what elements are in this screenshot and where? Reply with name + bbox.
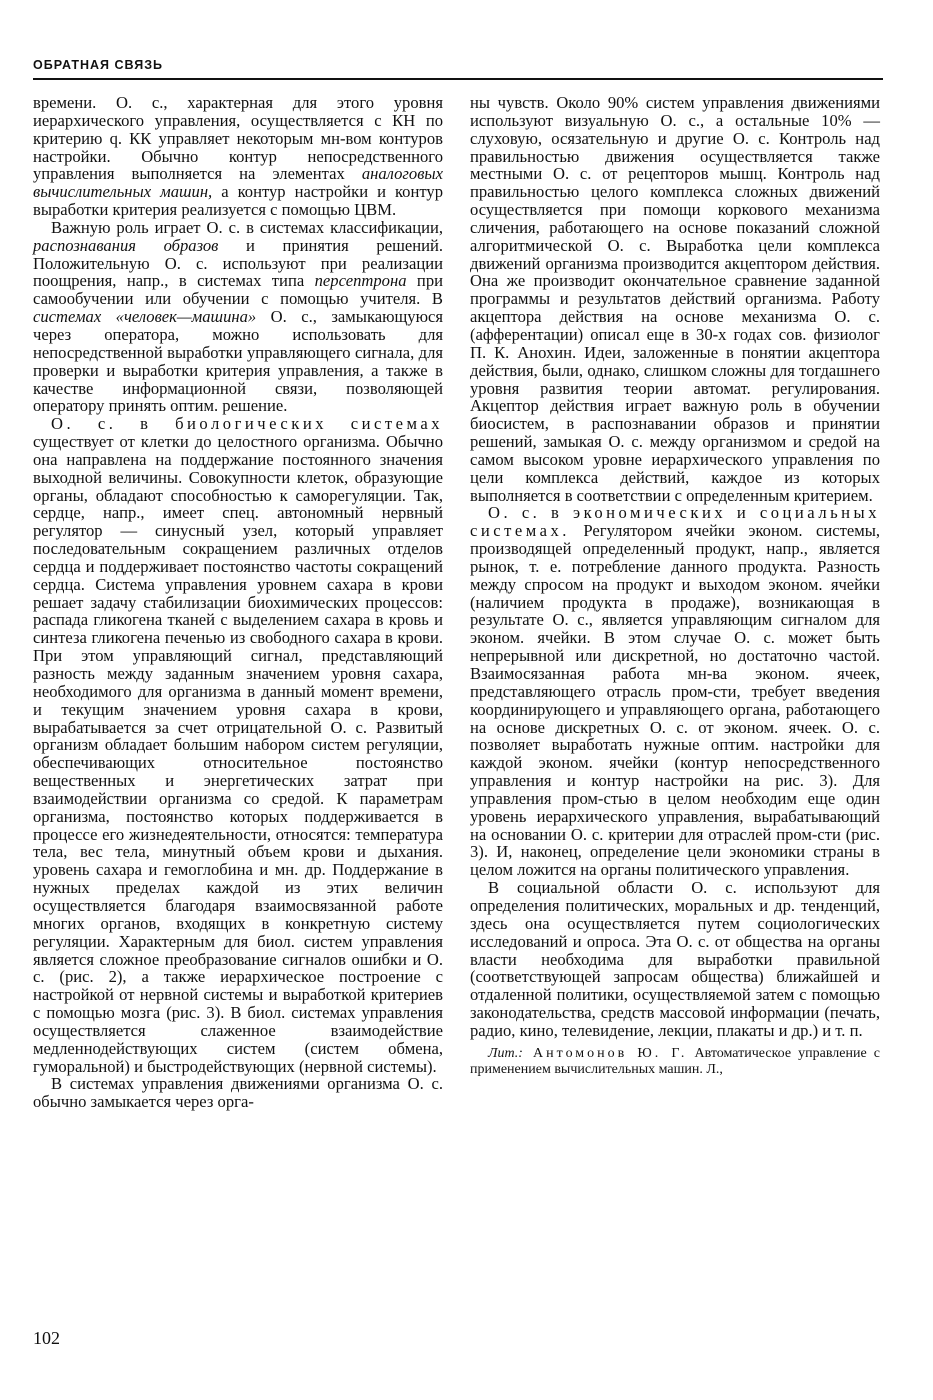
header-rule	[33, 78, 883, 80]
paragraph	[33, 1075, 443, 1111]
text-span: времени. О. с., характерная для этого уровня иерархического управления, осуществляется с КН по критерию q. КК управляет некоторым мн-вом контуров настройки. Обычно контур непосредственного управления выполняется на элементах	[33, 93, 443, 184]
literature-reference	[470, 1046, 880, 1078]
italic-term: персептрона	[314, 271, 407, 291]
text-span: В социальной области О. с. используют для определения политических, моральных и др. тенденций, здесь она осуществляется путем социологических исследований и опроса. Эта О. с. от общества на органы власти необходима для выработки правильной (соответствующей запросам общества) ближайшей и отдаленной политики, осуществляемой затем с помощью законодательства, средств массовой информации (печать, радио, кино, телевидение, лекции, плакаты и др.) и т. п.	[470, 878, 880, 1040]
text-span: Регулятором ячейки эконом. системы, производящей определенный продукт, напр., является рынок, т. е. потребление данного продукта. Разность между спросом на продукт и выходом эконом. ячейки (наличием продукта в продаже), возникающая в результате О. с., является управляющим сигналом для эконом. ячейки. В этом случае О. с. может быть непрерывной или дискретной, но достаточно частой. Взаимосязанная работа мн-ва эконом. ячеек, представляющего отрасль пром-сти, требует введения координирующего и управляющего органа, работающего на основе дискретных О. с. от эконом. ячеек. О. с. позволяет выработать нужные оптим. настройки для каждой эконом. ячейки (контур непосредственного управления и контур настройки на рис. 3). Для управления пром-стью в целом необходим еще один уровень иерархического управления, вырабатывающий на основании О. с. критерии для отраслей пром-сти (рис. 3). И, наконец, определение цели экономики страны в целом ложится на органы политического управления.	[470, 521, 880, 880]
text-span: В системах управления движениями организма О. с. обычно замыкается через орга-	[33, 1074, 443, 1112]
paragraph	[33, 415, 443, 1075]
italic-term: системах «человек—машина»	[33, 307, 257, 327]
paragraph	[470, 94, 880, 504]
text-span: О. с., замыкающуюся через оператора, можно использовать для непосредственной выработки управляющего сигнала, для проверки и выработки критерия управления, а также в качестве информационной связи, позволяющей оператору принять оптим. решение.	[33, 307, 443, 416]
italic-term: аналоговых вычислительных машин,	[33, 164, 443, 202]
text-span: и принятия решений. Положительную О. с. используют при реализации поощрения, напр., в системах типа	[33, 235, 443, 291]
text-span: ны чувств. Около 90% систем управления движениями используют визуальную О. с., а остальные 10% — слуховую, осязательную и другие О. с. Контроль над правильностью движения осуществляется также местными О. с. от рецепторов мышц. Контроль над правильностью целого комплекса сложных движений осуществляется при помощи коркового механизма сличения, работающего на основе показаний сложной алгоритмической О. с. Выработка цели комплекса движений организма производится акцептором действия. Она же производит окончательное сравнение заданной программы и результатов действий организма. Работу акцептора действия на основе механизма О. с. (афферентации) описал еще в 30-х годах сов. физиолог П. К. Анохин. Идеи, заложенные в понятии акцептора действия, были, однако, слишком сложны для тогдашнего уровня развития теории автомат. регулирования. Акцептор действия играет важную роль в обучении биосистем, в распознавании образов и принятии решений, замыкая О. с. между организмом и средой на самом высоком уровне иерархического управления по цели комплекса действий, каждое из которых выполняется в соответствии с определенным критерием.	[470, 93, 880, 505]
paragraph	[33, 94, 443, 219]
section-lead: О. с. в экономических и социальных системах.	[470, 503, 880, 541]
lit-author: Антомонов Ю. Г.	[522, 1045, 688, 1061]
lit-label: Лит.:	[488, 1045, 523, 1061]
italic-term: распознавания образов	[33, 235, 219, 255]
left-column	[33, 94, 443, 1111]
text-span: а контур настройки и контур выработки критерия реализуется с помощью ЦВМ.	[33, 182, 443, 220]
text-span: Важную роль играет О. с. в системах классификации,	[51, 217, 443, 237]
running-title: ОБРАТНАЯ СВЯЗЬ	[33, 58, 164, 72]
page-number: 102	[33, 1328, 60, 1348]
right-column	[470, 94, 880, 1078]
text-span: при самообучении или обучении с помощью учителя. В	[33, 271, 443, 309]
text-span: существует от клетки до целостного организма. Обычно она направлена на поддержание постоянного значения выходной величины. Совокупности клеток, образующие органы, обладают способностью к саморегуляции. Так, сердце, напр., имеет спец. автономный нервный регулятор — синусный узел, который управляет последовательным сокращением различных отделов сердца и поддерживает постоянство частоты сокращений сердца. Система управления уровнем сахара в крови решает задачу стабилизации биохимических процессов: распада гликогена тканей с выделением сахара в кровь и синтеза гликогена печенью из свободного сахара в крови. При этом управляющий сигнал, представляющий разность между заданным значением уровня сахара, необходимого для организма в данный момент времени, и текущим значением уровня сахара в крови, вырабатывается за счет отрицательной О. с. Развитый организм обладает большим набором систем регуляции, обеспечивающих относительное постоянство вещественных и энергетических затрат при взаимодействии организма со средой. К параметрам организма, постоянство которых поддерживается в процессе его жизнедеятельности, относятся: температура тела, вес тела, минутный объем крови и дыхания. уровень сахара и гемоглобина и мн. др. Поддержание в нужных пределах каждой из этих величин осуществляется благодаря взаимосвязанной работе многих органов, входящих в конкретную систему регуляции. Характерным для биол. систем управления является сложное преобразование сигналов ошибки и О. с. (рис. 2), а также иерархическое построение с настройкой от нервной системы и выработкой критериев с помощью мозга (рис. 3). В биол. системах управления осуществляется слаженное взаимодействие медленнодействующих систем (систем обмена, гуморальной) и быстродействующих (нервной системы).	[33, 432, 443, 1076]
paragraph	[470, 504, 880, 879]
paragraph	[33, 219, 443, 415]
section-lead: О. с. в биологических системах	[51, 414, 443, 434]
paragraph	[470, 879, 880, 1040]
lit-text: Автоматическое управление с применением вычислительных машин. Л.,	[470, 1045, 880, 1077]
